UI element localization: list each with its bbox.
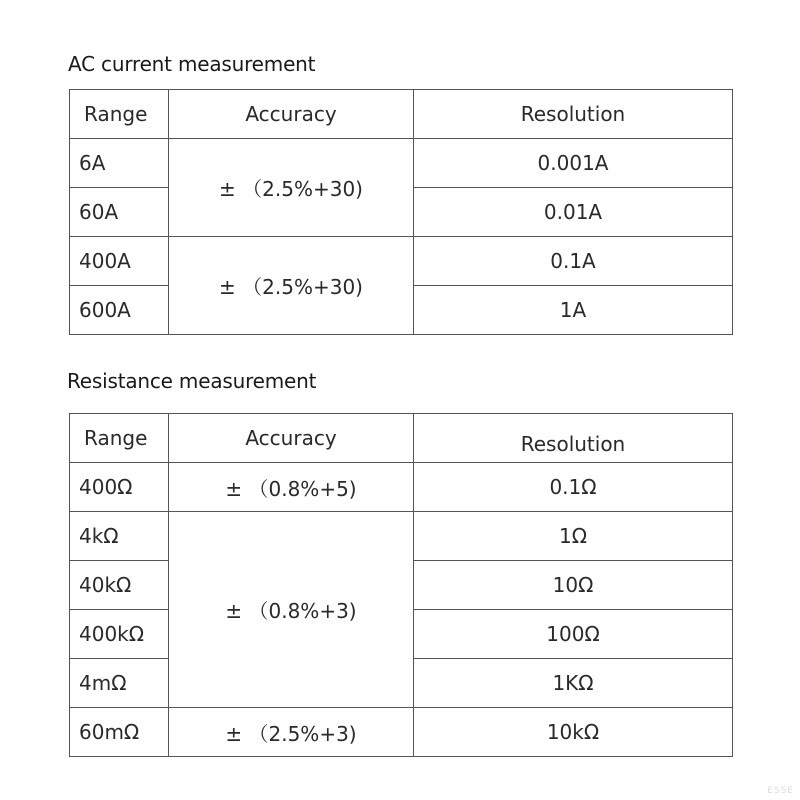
accuracy-cell: ± （0.8%+3) [169, 512, 414, 708]
accuracy-cell: ± （0.8%+5) [169, 463, 414, 512]
range-cell: 400A [70, 237, 169, 286]
table-row [70, 512, 733, 561]
accuracy-cell: ± （2.5%+3) [169, 708, 414, 757]
range-cell: 400kΩ [70, 610, 169, 659]
table-header-row [70, 414, 733, 463]
header-resolution: Resolution [414, 90, 733, 139]
resolution-cell: 0.001A [414, 139, 733, 188]
resolution-cell: 10Ω [414, 561, 733, 610]
accuracy-cell: ± （2.5%+30) [169, 237, 414, 335]
resistance-title: Resistance measurement [67, 369, 317, 393]
range-cell: 40kΩ [70, 561, 169, 610]
resolution-cell: 0.1A [414, 237, 733, 286]
range-cell: 60A [70, 188, 169, 237]
resolution-cell: 1A [414, 286, 733, 335]
table-row [70, 463, 733, 512]
ac-current-title: AC current measurement [68, 52, 316, 76]
resolution-cell: 0.1Ω [414, 463, 733, 512]
range-cell: 6A [70, 139, 169, 188]
resolution-cell: 0.01A [414, 188, 733, 237]
header-range: Range [70, 414, 169, 463]
range-cell: 4mΩ [70, 659, 169, 708]
header-accuracy: Accuracy [169, 414, 414, 463]
header-accuracy: Accuracy [169, 90, 414, 139]
watermark: ESSE [767, 786, 794, 796]
table-row [70, 708, 733, 757]
header-range: Range [70, 90, 169, 139]
resistance-table [69, 413, 733, 757]
ac-current-table [69, 89, 733, 335]
range-cell: 400Ω [70, 463, 169, 512]
table-header-row [70, 90, 733, 139]
resolution-cell: 10kΩ [414, 708, 733, 757]
range-cell: 60mΩ [70, 708, 169, 757]
header-resolution: Resolution [414, 414, 733, 463]
table-row [70, 139, 733, 188]
range-cell: 600A [70, 286, 169, 335]
resolution-cell: 1Ω [414, 512, 733, 561]
resolution-cell: 100Ω [414, 610, 733, 659]
range-cell: 4kΩ [70, 512, 169, 561]
resolution-cell: 1KΩ [414, 659, 733, 708]
table-row [70, 237, 733, 286]
accuracy-cell: ± （2.5%+30) [169, 139, 414, 237]
